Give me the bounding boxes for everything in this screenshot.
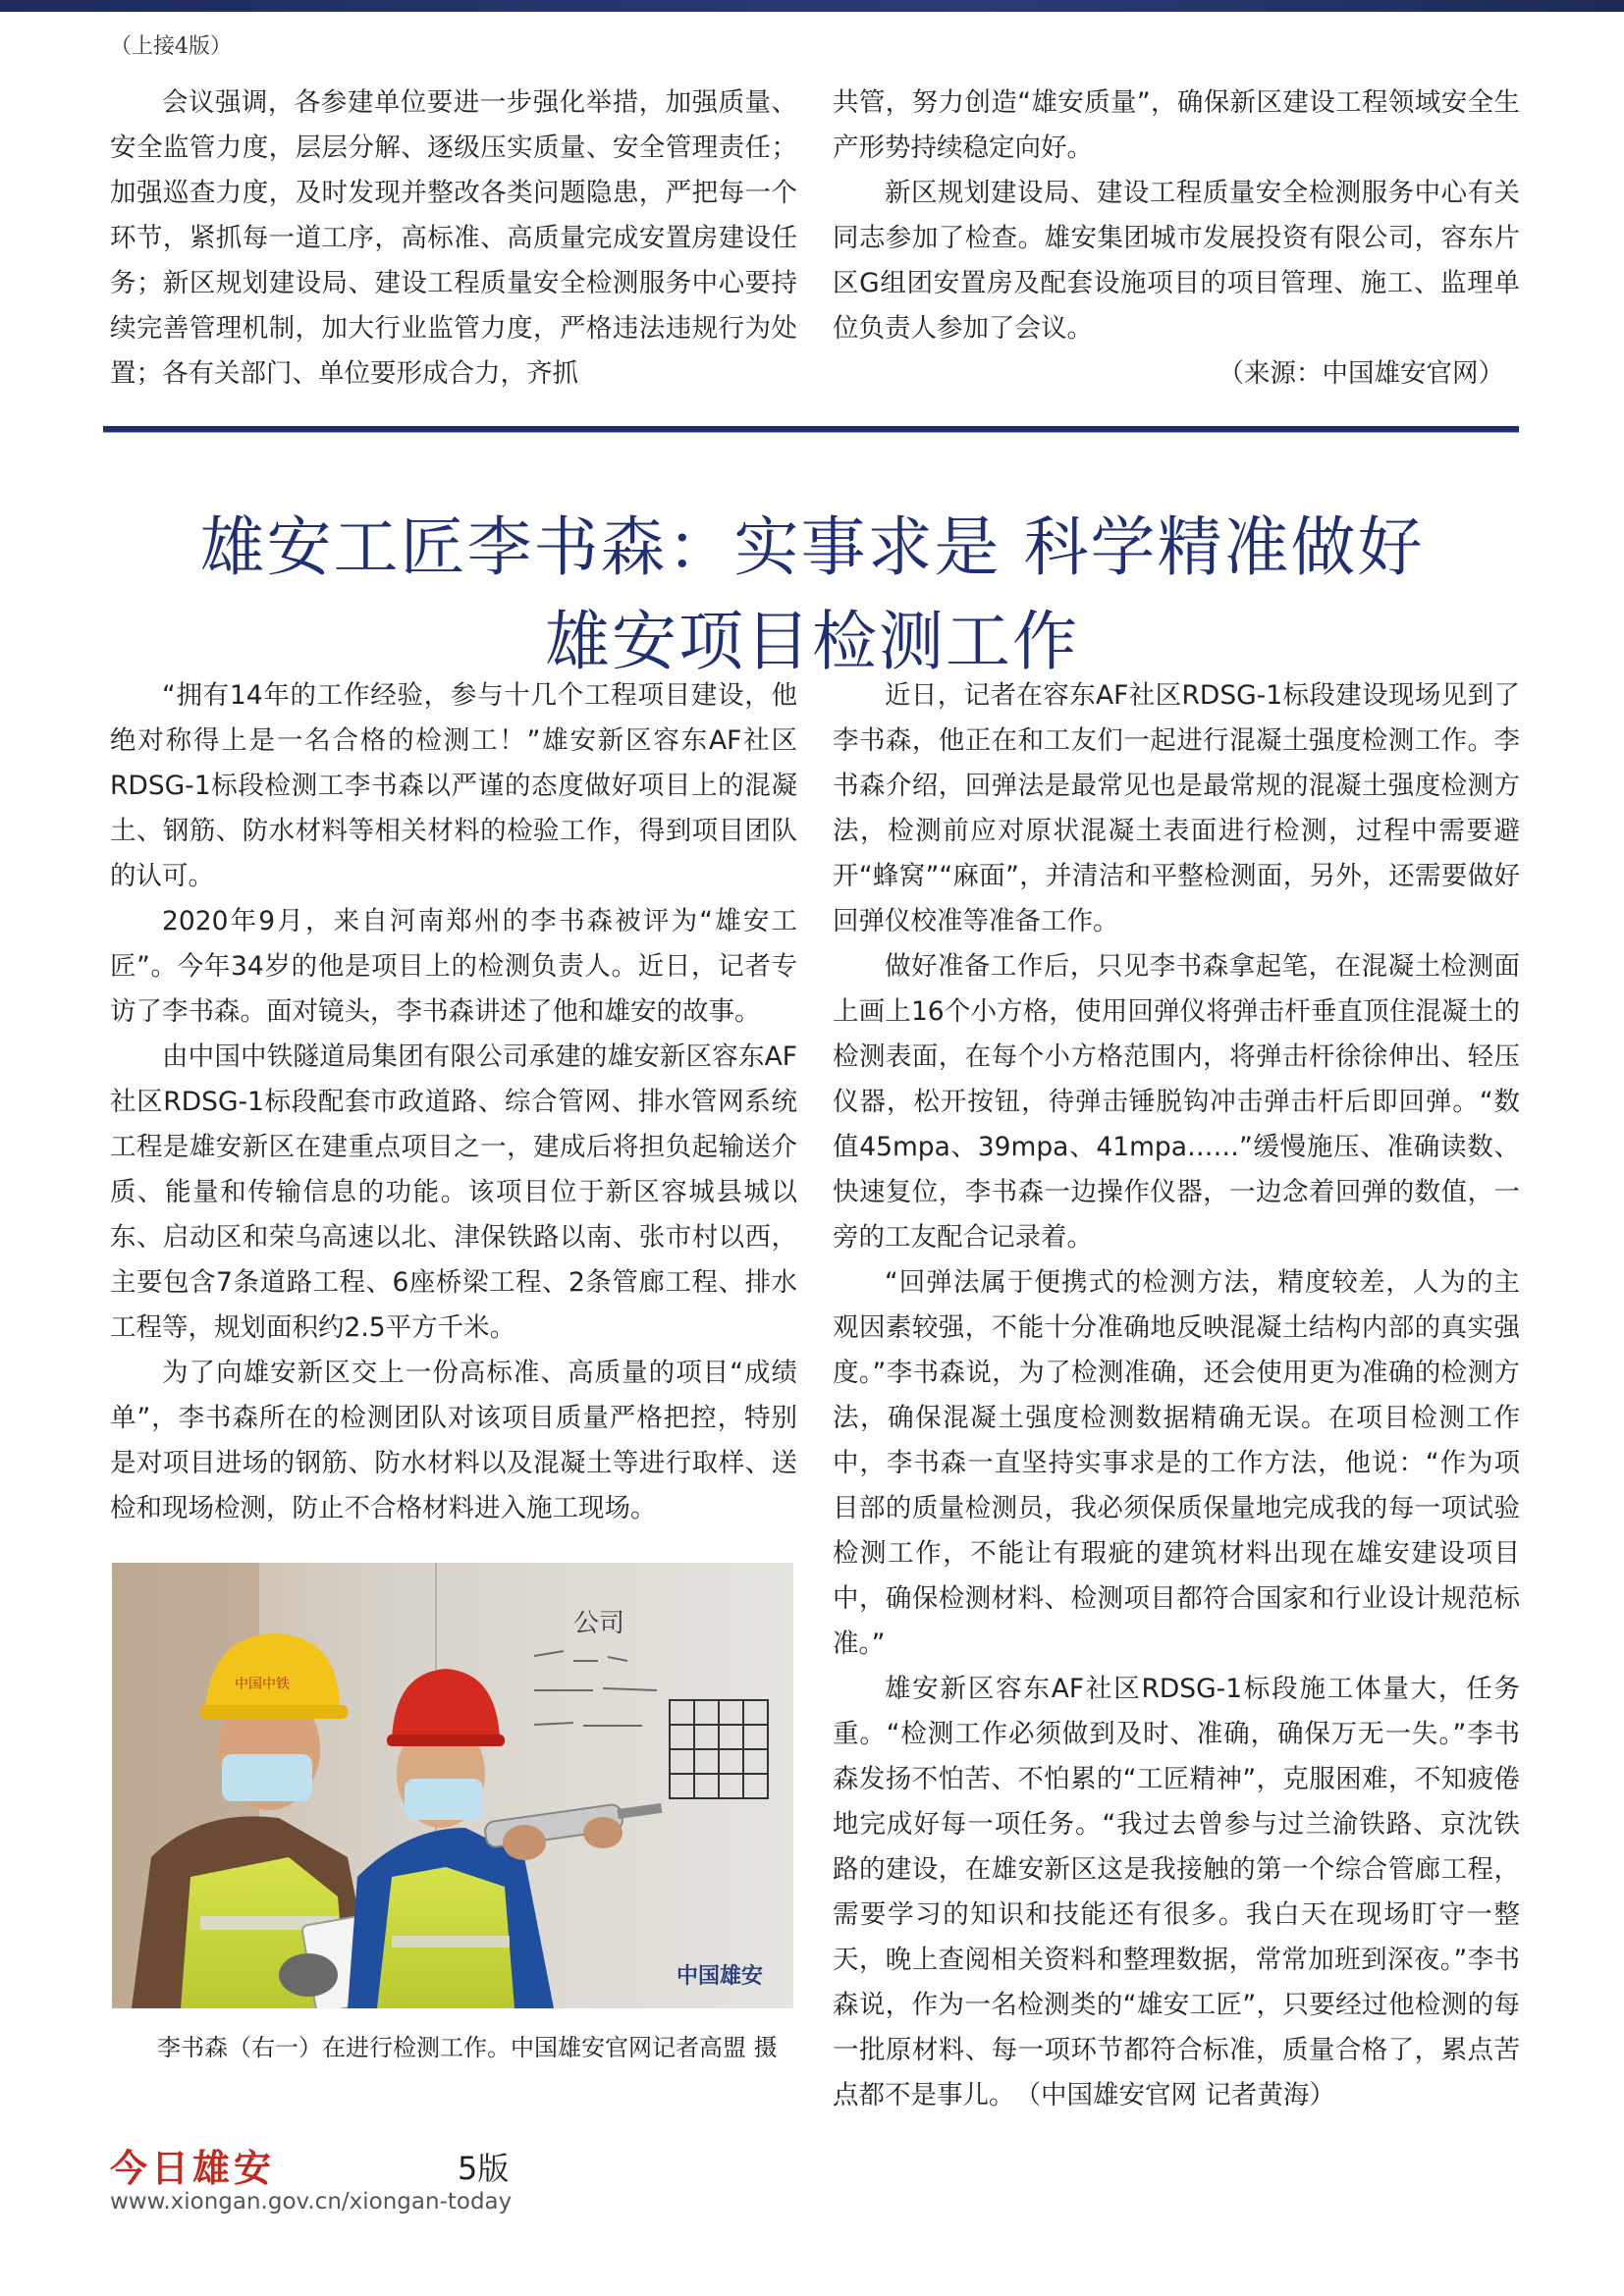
photo-watermark: 中国雄安 (677, 1963, 764, 1989)
top-article-paragraph: 共管，努力创造“雄安质量”，确保新区建设工程领域安全生产形势持续稳定向好。 (833, 87, 1520, 163)
article-paragraph: “回弹法属于便携式的检测方法，精度较差，人为的主观因素较强，不能十分准确地反映混凝土结构内部的真实强度。”李书森说，为了检测准确，还会使用更为准确的检测方法，确保混凝土强度检测数据精确无误。在项目检测工作中，李书森一直坚持实事求是的工作方法，他说：“作为项目部的质量检测员，我必须保质保量地完成我的每一项试验检测工作，不能让有瑕疵的建筑材料出现在雄安建设项目中，确保检测材料、检测项目都符合国家和行业设计规范标准。” (833, 1267, 1520, 1659)
article-paragraph: 做好准备工作后，只见李书森拿起笔，在混凝土检测面上画上16个小方格，使用回弹仪将弹击杆垂直顶住混凝土的检测表面，在每个小方格范围内，将弹击杆徐徐伸出、轻压仪器，松开按钮，待弹击锤脱钩冲击弹击杆后即回弹。“数值45mpa、39mpa、41mpa……”缓慢施压、准确读数、快速复位，李书森一边操作仪器，一边念着回弹的数值，一旁的工友配合记录着。 (833, 951, 1520, 1253)
article-paragraph: 由中国中铁隧道局集团有限公司承建的雄安新区容东AF社区RDSG-1标段配套市政道路、综合管网、排水管网系统工程是雄安新区在建重点项目之一，建成后将担负起输送介质、能量和传输信息的功能。该项目位于新区容城县城以东、启动区和荣乌高速以北、津保铁路以南、张市村以西，主要包含7条道路工程、6座桥梁工程、2条管廊工程、排水工程等，规划面积约2.5平方千米。 (110, 1041, 797, 1343)
top-article-paragraph: 会议强调，各参建单位要进一步强化举措，加强质量、安全监管力度，层层分解、逐级压实质量、安全管理责任；加强巡查力度，及时发现并整改各类问题隐患，严把每一个环节，紧抓每一道工序，高标准、高质量完成安置房建设任务；新区规划建设局、建设工程质量安全检测服务中心要持续完善管理机制，加大行业监管力度，严格违法违规行为处置；各有关部门、单位要形成合力，齐抓 (110, 87, 797, 389)
section-divider (103, 426, 1519, 433)
page-number: 5版 (458, 2150, 510, 2187)
article-left-column (110, 673, 797, 1531)
article-paragraph: “拥有14年的工作经验，参与十几个工程项目建设，他绝对称得上是一名合格的检测工！”雄安新区容东AF社区RDSG-1标段检测工李书森以严谨的态度做好项目上的混凝土、钢筋、防水材料等相关材料的检验工作，得到项目团队的认可。 (110, 680, 797, 891)
top-banner-bar (0, 0, 1624, 12)
top-article-left-column (110, 80, 797, 397)
article-paragraph: 为了向雄安新区交上一份高标准、高质量的项目“成绩单”，李书森所在的检测团队对该项目质量严格把控，特别是对项目进场的钢筋、防水材料以及混凝土等进行取样、送检和现场检测，防止不合格材料进入施工现场。 (110, 1358, 797, 1523)
article-paragraph: 2020年9月，来自河南郑州的李书森被评为“雄安工匠”。今年34岁的他是项目上的检测负责人。近日，记者专访了李书森。面对镜头，李书森讲述了他和雄安的故事。 (110, 906, 797, 1027)
article-paragraph: 雄安新区容东AF社区RDSG-1标段施工体量大，任务重。“检测工作必须做到及时、准确，确保万无一失。”李书森发扬不怕苦、不怕累的“工匠精神”，克服困难，不知疲倦地完成好每一项任务。“我过去曾参与过兰渝铁路、京沈铁路的建设，在雄安新区这是我接触的第一个综合管廊工程，需要学习的知识和技能还有很多。我白天在现场盯守一整天，晚上查阅相关资料和整理数据，常常加班到深夜。”李书森说，作为一名检测类的“雄安工匠”，只要经过他检测的每一批原材料、每一项环节都符合标准，质量合格了，累点苦点都不是事儿。 （中国雄安官网 记者黄海） (833, 1674, 1520, 2110)
article-title-line1: 雄安工匠李书森：实事求是 科学精准做好 (199, 509, 1425, 586)
newspaper-logo: 今日雄安 (110, 2146, 276, 2190)
footer-url: www.xiongan.gov.cn/xiongan-today (110, 2189, 513, 2215)
top-article-source: （来源：中国雄安官网） (1218, 358, 1504, 389)
top-article-paragraph: 新区规划建设局、建设工程质量安全检测服务中心有关同志参加了检查。雄安集团城市发展投资有限公司，容东片区G组团安置房及配套设施项目的项目管理、施工、监理单位负责人参加了会议。 (833, 178, 1520, 344)
top-article-right-column (833, 80, 1520, 397)
wall-text: 公司 (573, 1609, 625, 1638)
article-title (98, 501, 1526, 689)
article-title-line2: 雄安项目检测工作 (545, 604, 1079, 680)
continued-from-label: （上接4版） (110, 34, 232, 59)
article-right-column (833, 673, 1520, 2118)
helmet-left-text: 中国中铁 (235, 1677, 290, 1692)
article-photo (112, 1563, 793, 2008)
article-paragraph: 近日，记者在容东AF社区RDSG-1标段建设现场见到了李书森，他正在和工友们一起进行混凝土强度检测工作。李书森介绍，回弹法是最常见也是最常规的混凝土强度检测方法，检测前应对原状混凝土表面进行检测，过程中需要避开“蜂窝”“麻面”，并清洁和平整检测面，另外，还需要做好回弹仪校准等准备工作。 (833, 680, 1520, 936)
photo-caption: 李书森（右一）在进行检测工作。中国雄安官网记者高盟 摄 (157, 2034, 778, 2061)
